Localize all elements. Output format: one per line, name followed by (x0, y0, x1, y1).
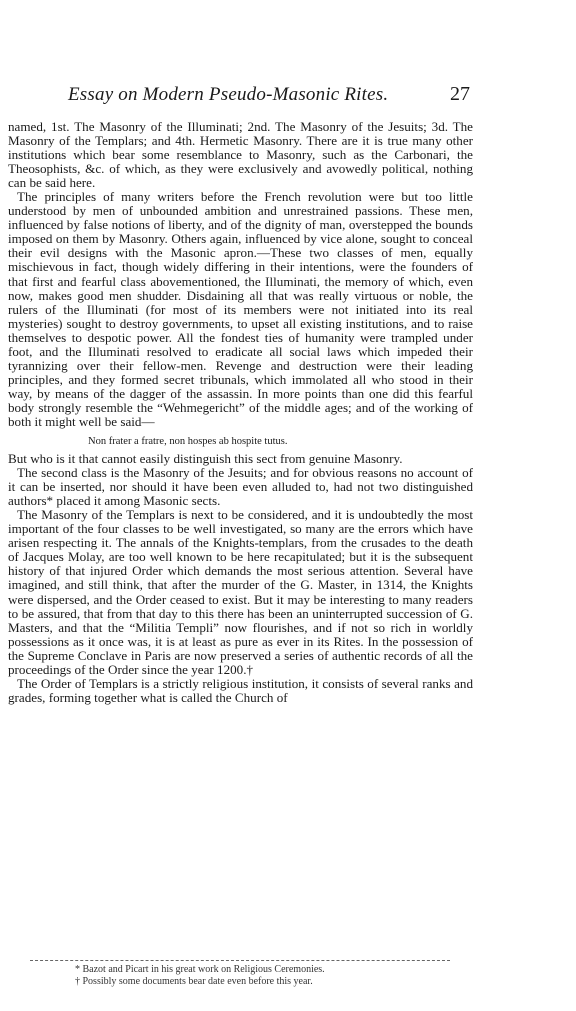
footnote-1: * Bazot and Picart in his great work on Religious Ceremonies. (75, 964, 325, 975)
footnote-2: † Possibly some documents bear date even before this year. (75, 976, 313, 987)
running-title: Essay on Modern Pseudo-Masonic Rites. (68, 84, 389, 105)
page-number: 27 (450, 83, 470, 105)
paragraph-2: The principles of many writers before the French revolution were but too little understood by men of unbounded ambition and unrestrained passions. These men, influenced by false notions of liberty, and of the dignity of man, overstepped the bounds imposed on them by Masonry. Others again, influenced by vice alone, sought to conceal their evil designs with the Masonic apron.—These two classes of men, equally mischievous in fact, though widely differing in their intentions, were the founders of that first and fearful class abovementioned, the Illuminati, the memory of which, even now, makes good men shudder. Disdaining all that was really virtuous or noble, the rulers of the Illuminati (for most of its members were not initiated into its real mysteries) sought to destroy governments, to upset all existing institutions, and to raise themselves to despotic power. All the fondest ties of humanity were trampled under foot, and the Illuminati resolved to eradicate all social laws which impeded their tyrannizing over their fellow-men. Revenge and destruction were their leading principles, and they formed secret tribunals, which immolated all who stood in their way, by means of the dagger of the assassin. In more points than one did this fearful body strongly resemble the “Wehmegericht” of the middle ages; and of the working of both it might well be said— (8, 189, 473, 429)
footnotes (75, 964, 475, 988)
body-text (8, 120, 473, 705)
running-header (8, 84, 476, 110)
paragraph-5: The Masonry of the Templars is next to be considered, and it is undoubtedly the most important of the four classes to be well investigated, so many are the errors which have arisen respecting it. The annals of the Knights-templars, from the crusades to the death of Jacques Molay, are too well known to be here recapitulated; but it is the subsequent history of that injured Order which demands the most serious attention. Several have imagined, and still think, that after the murder of the G. Master, in 1314, the Knights were dispersed, and the Order ceased to exist. But it may be interesting to many readers to be assured, that from that day to this there has been an uninterrupted succession of G. Masters, and that the “Militia Templi” now flourishes, and if not so rich in worldly possessions as it once was, it is at least as pure as ever in its Rites. In the possession of the Supreme Conclave in Paris are now preserved a series of authentic records of all the proceedings of the Order since the year 1200.† (8, 507, 473, 677)
footnote-rule (30, 960, 450, 961)
latin-quotation: Non frater a fratre, non hospes ab hospite tutus. (88, 436, 288, 448)
paragraph-4: The second class is the Masonry of the Jesuits; and for obvious reasons no account of it can be inserted, nor should it have been even alluded to, had not two distinguished authors* placed it among Masonic sects. (8, 465, 473, 509)
paragraph-1: named, 1st. The Masonry of the Illuminati; 2nd. The Masonry of the Jesuits; 3d. The Masonry of the Templars; and 4th. Hermetic Masonry. There are it is true many other institutions which bear some resemblance to Masonry, such as the Carbonari, the Theosophists, &c. of which, as they were exclusively and avowedly political, nothing can be said here. (8, 119, 473, 191)
paragraph-3: But who is it that cannot easily distinguish this sect from genuine Masonry. (8, 451, 403, 467)
paragraph-6: The Order of Templars is a strictly religious institution, it consists of several ranks and grades, forming together what is called the Church of (8, 675, 473, 705)
